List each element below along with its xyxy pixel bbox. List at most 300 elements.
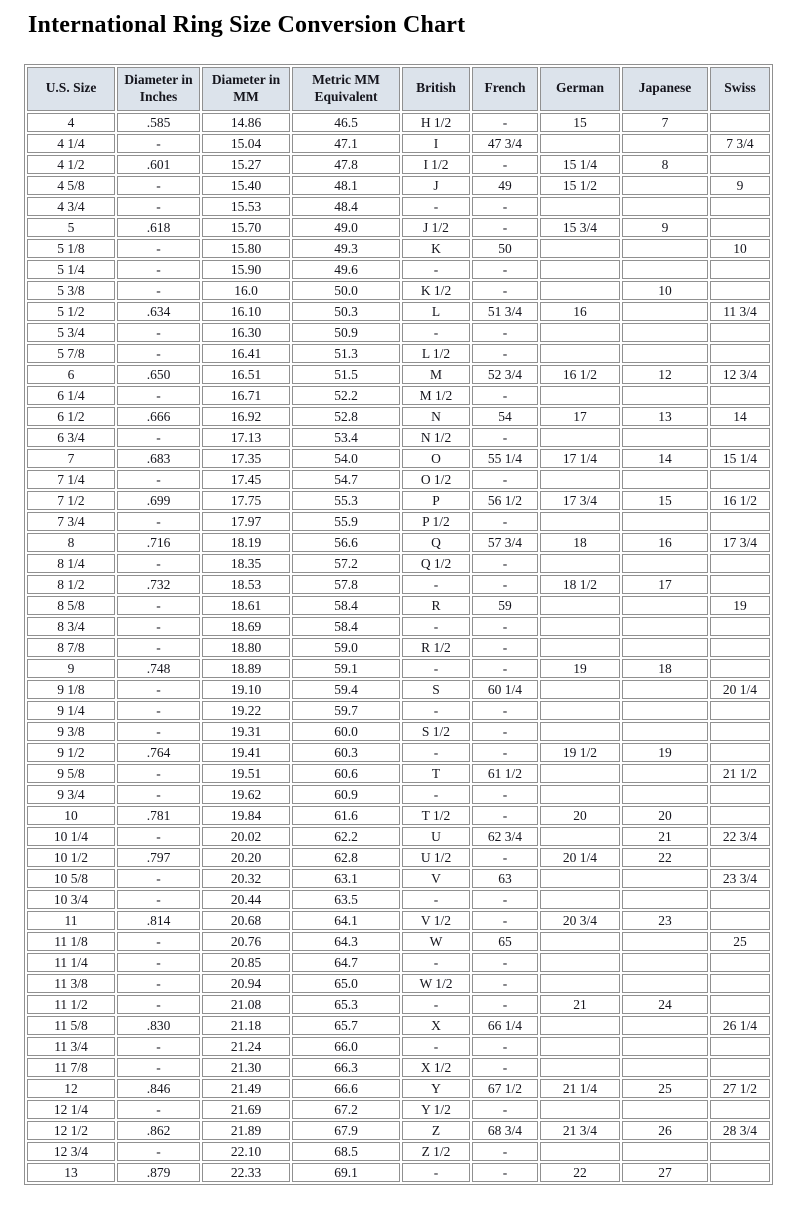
cell: - <box>472 743 538 762</box>
cell <box>540 1016 620 1035</box>
table-row <box>27 323 770 342</box>
table-row <box>27 806 770 825</box>
cell: - <box>117 512 200 531</box>
cell: 6 1/4 <box>27 386 115 405</box>
cell: 47.8 <box>292 155 400 174</box>
column-header-6: German <box>540 67 620 111</box>
cell <box>710 806 770 825</box>
cell <box>710 638 770 657</box>
cell: - <box>472 974 538 993</box>
cell: 7 3/4 <box>710 134 770 153</box>
cell <box>622 512 708 531</box>
cell: 28 3/4 <box>710 1121 770 1140</box>
cell <box>540 1037 620 1056</box>
cell: 54 <box>472 407 538 426</box>
cell: 50 <box>472 239 538 258</box>
cell: 7 1/2 <box>27 491 115 510</box>
table-row <box>27 218 770 237</box>
page-title: International Ring Size Conversion Chart <box>28 12 466 38</box>
cell: 56 1/2 <box>472 491 538 510</box>
cell <box>540 764 620 783</box>
table-row <box>27 1163 770 1182</box>
cell: 66 1/4 <box>472 1016 538 1035</box>
cell: 4 1/4 <box>27 134 115 153</box>
cell <box>622 953 708 972</box>
header-row <box>27 67 770 111</box>
cell: 16 1/2 <box>540 365 620 384</box>
cell: - <box>117 764 200 783</box>
cell <box>710 512 770 531</box>
column-header-2: Diameter in MM <box>202 67 290 111</box>
cell: 11 3/4 <box>710 302 770 321</box>
table-row <box>27 785 770 804</box>
cell: 12 3/4 <box>710 365 770 384</box>
cell <box>622 1037 708 1056</box>
cell: 11 <box>27 911 115 930</box>
cell: 21 3/4 <box>540 1121 620 1140</box>
table-row <box>27 428 770 447</box>
table-row <box>27 848 770 867</box>
table-row <box>27 1121 770 1140</box>
cell: 21.30 <box>202 1058 290 1077</box>
cell: 59.1 <box>292 659 400 678</box>
cell: 60.6 <box>292 764 400 783</box>
cell: 55.3 <box>292 491 400 510</box>
cell: 17 <box>540 407 620 426</box>
cell: 18.35 <box>202 554 290 573</box>
cell <box>710 617 770 636</box>
cell <box>622 176 708 195</box>
cell: - <box>472 197 538 216</box>
cell <box>540 428 620 447</box>
cell: 21.18 <box>202 1016 290 1035</box>
cell: - <box>472 911 538 930</box>
cell: M <box>402 365 470 384</box>
cell: - <box>472 113 538 132</box>
cell: 57.2 <box>292 554 400 573</box>
cell: 68 3/4 <box>472 1121 538 1140</box>
cell <box>710 743 770 762</box>
table-row <box>27 722 770 741</box>
table-row <box>27 932 770 951</box>
cell: 20 <box>622 806 708 825</box>
table-row <box>27 1058 770 1077</box>
cell: 16.0 <box>202 281 290 300</box>
cell <box>540 554 620 573</box>
cell: 17 3/4 <box>710 533 770 552</box>
cell: - <box>117 932 200 951</box>
cell: - <box>402 995 470 1014</box>
cell: .601 <box>117 155 200 174</box>
table-row <box>27 1037 770 1056</box>
cell: 55 1/4 <box>472 449 538 468</box>
cell: 17 <box>622 575 708 594</box>
cell: 9 1/8 <box>27 680 115 699</box>
cell: 8 7/8 <box>27 638 115 657</box>
cell: 16 <box>540 302 620 321</box>
cell: - <box>117 995 200 1014</box>
table-row <box>27 449 770 468</box>
cell: 21 1/2 <box>710 764 770 783</box>
cell: 5 1/8 <box>27 239 115 258</box>
cell: .764 <box>117 743 200 762</box>
table-row <box>27 239 770 258</box>
cell: - <box>472 995 538 1014</box>
cell: W 1/2 <box>402 974 470 993</box>
cell: 58.4 <box>292 596 400 615</box>
cell: - <box>472 1037 538 1056</box>
cell: 20.76 <box>202 932 290 951</box>
cell: 69.1 <box>292 1163 400 1182</box>
table-row <box>27 344 770 363</box>
cell <box>710 911 770 930</box>
cell <box>540 1100 620 1119</box>
cell <box>622 974 708 993</box>
cell: - <box>117 1142 200 1161</box>
cell: 7 3/4 <box>27 512 115 531</box>
cell <box>710 1163 770 1182</box>
cell: - <box>117 197 200 216</box>
cell: 19.41 <box>202 743 290 762</box>
cell: O <box>402 449 470 468</box>
cell: V <box>402 869 470 888</box>
cell <box>710 890 770 909</box>
cell: 5 1/2 <box>27 302 115 321</box>
cell: 26 1/4 <box>710 1016 770 1035</box>
cell: 65.7 <box>292 1016 400 1035</box>
cell: I 1/2 <box>402 155 470 174</box>
table-row <box>27 407 770 426</box>
cell: 63.1 <box>292 869 400 888</box>
cell: .830 <box>117 1016 200 1035</box>
cell: 21 <box>622 827 708 846</box>
cell: 5 1/4 <box>27 260 115 279</box>
cell: 16.41 <box>202 344 290 363</box>
cell: 19 <box>540 659 620 678</box>
cell <box>540 827 620 846</box>
table-row <box>27 638 770 657</box>
cell: Q 1/2 <box>402 554 470 573</box>
cell <box>710 575 770 594</box>
cell: .732 <box>117 575 200 594</box>
cell <box>540 785 620 804</box>
cell: 22.10 <box>202 1142 290 1161</box>
cell: Z 1/2 <box>402 1142 470 1161</box>
column-header-5: French <box>472 67 538 111</box>
cell: - <box>117 134 200 153</box>
cell: - <box>117 869 200 888</box>
cell: 15 <box>540 113 620 132</box>
cell <box>622 785 708 804</box>
cell <box>540 890 620 909</box>
cell: 15 1/2 <box>540 176 620 195</box>
cell: .683 <box>117 449 200 468</box>
cell <box>710 260 770 279</box>
cell <box>622 302 708 321</box>
cell <box>710 113 770 132</box>
cell: R 1/2 <box>402 638 470 657</box>
cell: 11 5/8 <box>27 1016 115 1035</box>
cell: 6 <box>27 365 115 384</box>
cell: - <box>117 953 200 972</box>
cell: 11 3/4 <box>27 1037 115 1056</box>
cell: 15.04 <box>202 134 290 153</box>
cell: - <box>472 722 538 741</box>
cell: 22 3/4 <box>710 827 770 846</box>
cell: - <box>117 281 200 300</box>
table-row <box>27 197 770 216</box>
cell: 4 3/4 <box>27 197 115 216</box>
cell <box>540 596 620 615</box>
table-head <box>27 67 770 111</box>
cell <box>622 470 708 489</box>
cell: - <box>402 659 470 678</box>
cell: 21 1/4 <box>540 1079 620 1098</box>
cell: .618 <box>117 218 200 237</box>
cell: 18 <box>622 659 708 678</box>
cell <box>622 1100 708 1119</box>
cell: 56.6 <box>292 533 400 552</box>
cell: 5 3/4 <box>27 323 115 342</box>
table-row <box>27 680 770 699</box>
cell: 5 3/8 <box>27 281 115 300</box>
cell <box>710 197 770 216</box>
cell: 48.4 <box>292 197 400 216</box>
cell: 47.1 <box>292 134 400 153</box>
table-row <box>27 365 770 384</box>
cell: 54.0 <box>292 449 400 468</box>
cell: - <box>472 848 538 867</box>
table-row <box>27 1016 770 1035</box>
cell <box>710 344 770 363</box>
cell <box>710 1142 770 1161</box>
cell: - <box>117 386 200 405</box>
cell <box>710 1100 770 1119</box>
cell: 9 5/8 <box>27 764 115 783</box>
cell: - <box>472 386 538 405</box>
cell <box>710 1037 770 1056</box>
cell: 58.4 <box>292 617 400 636</box>
table-container <box>24 64 770 1185</box>
cell: 19 1/2 <box>540 743 620 762</box>
cell: .585 <box>117 113 200 132</box>
cell: 17 1/4 <box>540 449 620 468</box>
cell: - <box>117 1100 200 1119</box>
cell: J <box>402 176 470 195</box>
cell: - <box>117 1037 200 1056</box>
cell: 15.70 <box>202 218 290 237</box>
cell: 18.69 <box>202 617 290 636</box>
cell <box>622 932 708 951</box>
cell: 16.92 <box>202 407 290 426</box>
cell: 21.69 <box>202 1100 290 1119</box>
cell <box>540 197 620 216</box>
cell: - <box>117 323 200 342</box>
cell: 8 <box>27 533 115 552</box>
cell: 5 7/8 <box>27 344 115 363</box>
cell: - <box>402 1037 470 1056</box>
cell: - <box>402 953 470 972</box>
cell: 60 1/4 <box>472 680 538 699</box>
cell: - <box>472 281 538 300</box>
cell: R <box>402 596 470 615</box>
cell: 7 <box>622 113 708 132</box>
cell <box>710 218 770 237</box>
cell: 19 <box>710 596 770 615</box>
cell: - <box>117 890 200 909</box>
cell: 16 1/2 <box>710 491 770 510</box>
column-header-0: U.S. Size <box>27 67 115 111</box>
cell: P 1/2 <box>402 512 470 531</box>
table-row <box>27 155 770 174</box>
cell: S <box>402 680 470 699</box>
cell: - <box>472 512 538 531</box>
cell: 13 <box>622 407 708 426</box>
cell <box>622 764 708 783</box>
cell: 15 3/4 <box>540 218 620 237</box>
cell: 10 5/8 <box>27 869 115 888</box>
cell: 18.80 <box>202 638 290 657</box>
cell: 20.94 <box>202 974 290 993</box>
ring-size-conversion-table <box>24 64 773 1185</box>
cell: 52 3/4 <box>472 365 538 384</box>
cell: 20.68 <box>202 911 290 930</box>
cell <box>622 890 708 909</box>
cell: - <box>117 554 200 573</box>
cell: L <box>402 302 470 321</box>
cell: 20 1/4 <box>710 680 770 699</box>
cell: 67.9 <box>292 1121 400 1140</box>
cell: - <box>472 806 538 825</box>
table-row <box>27 827 770 846</box>
cell: 11 7/8 <box>27 1058 115 1077</box>
cell: 10 <box>622 281 708 300</box>
cell <box>540 680 620 699</box>
cell: 9 3/8 <box>27 722 115 741</box>
table-row <box>27 533 770 552</box>
cell: - <box>117 344 200 363</box>
table-row <box>27 764 770 783</box>
table-row <box>27 974 770 993</box>
cell: 21 <box>540 995 620 1014</box>
cell <box>622 638 708 657</box>
cell: 21.89 <box>202 1121 290 1140</box>
cell: 17.75 <box>202 491 290 510</box>
cell: 15.90 <box>202 260 290 279</box>
cell: - <box>472 659 538 678</box>
table-row <box>27 512 770 531</box>
cell: 15.53 <box>202 197 290 216</box>
cell: 9 <box>27 659 115 678</box>
cell: - <box>402 260 470 279</box>
cell: - <box>117 176 200 195</box>
cell: 8 1/4 <box>27 554 115 573</box>
cell: 10 3/4 <box>27 890 115 909</box>
cell: 60.0 <box>292 722 400 741</box>
table-row <box>27 386 770 405</box>
cell: Q <box>402 533 470 552</box>
column-header-8: Swiss <box>710 67 770 111</box>
cell: 20 1/4 <box>540 848 620 867</box>
cell: - <box>117 974 200 993</box>
cell: - <box>472 260 538 279</box>
cell: .879 <box>117 1163 200 1182</box>
cell: 52.8 <box>292 407 400 426</box>
cell: 60.9 <box>292 785 400 804</box>
cell: - <box>472 554 538 573</box>
cell: 16 <box>622 533 708 552</box>
cell: 68.5 <box>292 1142 400 1161</box>
cell: 57 3/4 <box>472 533 538 552</box>
cell: 5 <box>27 218 115 237</box>
cell: - <box>117 617 200 636</box>
cell <box>622 260 708 279</box>
cell: 19.22 <box>202 701 290 720</box>
cell: - <box>117 638 200 657</box>
cell: 21.08 <box>202 995 290 1014</box>
cell: V 1/2 <box>402 911 470 930</box>
cell: 62.2 <box>292 827 400 846</box>
cell: O 1/2 <box>402 470 470 489</box>
cell: 22.33 <box>202 1163 290 1182</box>
cell: 12 1/4 <box>27 1100 115 1119</box>
table-row <box>27 995 770 1014</box>
cell: 19.62 <box>202 785 290 804</box>
cell: - <box>402 701 470 720</box>
cell <box>622 680 708 699</box>
cell <box>540 470 620 489</box>
table-row <box>27 743 770 762</box>
cell <box>622 869 708 888</box>
cell <box>622 554 708 573</box>
cell: 18.53 <box>202 575 290 594</box>
cell <box>710 659 770 678</box>
cell: - <box>402 1163 470 1182</box>
cell: - <box>402 575 470 594</box>
cell: 20 <box>540 806 620 825</box>
cell: 51 3/4 <box>472 302 538 321</box>
table-row <box>27 659 770 678</box>
cell: - <box>472 1058 538 1077</box>
cell: 15 1/4 <box>710 449 770 468</box>
cell: 65.3 <box>292 995 400 1014</box>
cell <box>622 386 708 405</box>
cell <box>540 323 620 342</box>
cell <box>540 617 620 636</box>
cell <box>540 1142 620 1161</box>
cell: 20.32 <box>202 869 290 888</box>
cell: 62.8 <box>292 848 400 867</box>
cell: 19.84 <box>202 806 290 825</box>
cell: .781 <box>117 806 200 825</box>
cell: 27 1/2 <box>710 1079 770 1098</box>
cell <box>540 701 620 720</box>
cell: Y <box>402 1079 470 1098</box>
cell: - <box>472 785 538 804</box>
cell: 6 1/2 <box>27 407 115 426</box>
cell <box>540 953 620 972</box>
cell: 24 <box>622 995 708 1014</box>
cell: 55.9 <box>292 512 400 531</box>
cell <box>710 953 770 972</box>
cell: - <box>472 218 538 237</box>
cell: 12 1/2 <box>27 1121 115 1140</box>
cell: 14 <box>710 407 770 426</box>
cell: 17.13 <box>202 428 290 447</box>
cell: .716 <box>117 533 200 552</box>
cell: 6 3/4 <box>27 428 115 447</box>
cell: 53.4 <box>292 428 400 447</box>
